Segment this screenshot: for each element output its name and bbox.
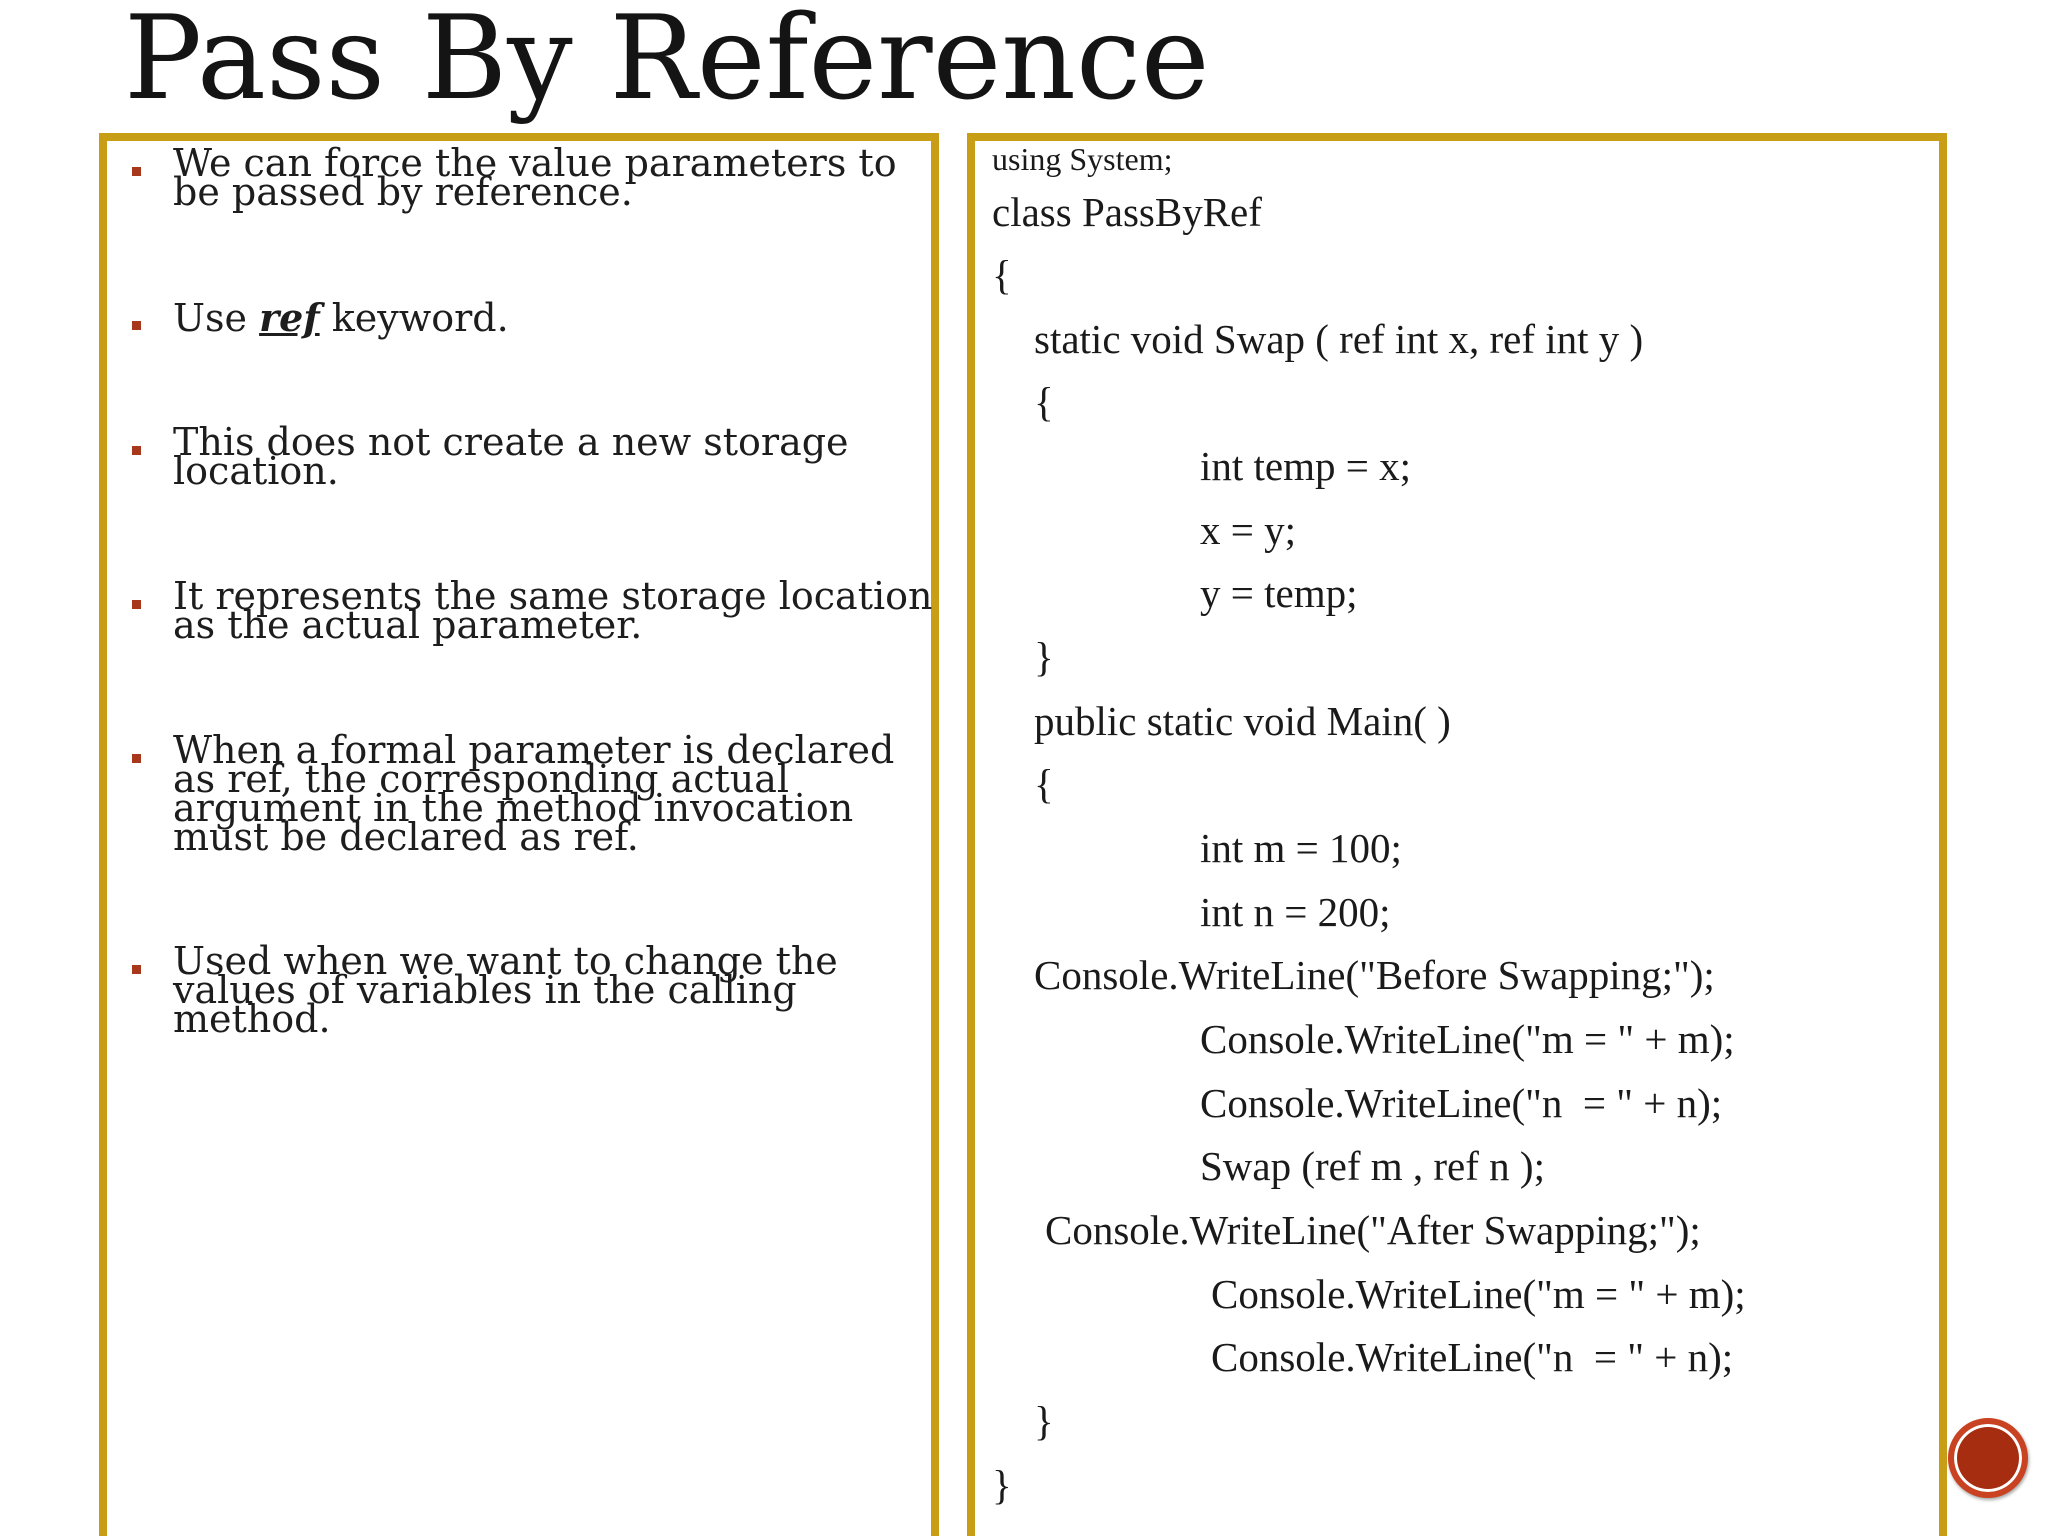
bullet-text-post: keyword.: [319, 296, 509, 340]
bullet-marker: [132, 754, 141, 763]
code-line: x = y;: [1200, 507, 1297, 553]
slide-title: Pass By Reference: [124, 0, 1210, 126]
code-line: }: [1034, 634, 1054, 680]
code-line: y = temp;: [1200, 570, 1358, 616]
code-line: Console.WriteLine("n = " + n);: [1200, 1080, 1723, 1126]
code-line: class PassByRef: [992, 189, 1262, 235]
code-line: Console.WriteLine("m = " + m);: [1211, 1271, 1746, 1317]
code-line: int temp = x;: [1200, 443, 1412, 489]
bullet-text: When a formal parameter is declared as ref, the corresponding actual argument in the method invocation must be declared as ref.: [173, 728, 895, 859]
bullet-marker: [132, 965, 141, 974]
code-line: Console.WriteLine("n = " + n);: [1211, 1334, 1734, 1380]
code-line: {: [1034, 379, 1054, 425]
code-line: {: [992, 252, 1012, 298]
code-line: }: [1034, 1398, 1054, 1444]
code-line: int n = 200;: [1200, 889, 1391, 935]
code-line: Console.WriteLine("After Swapping;");: [1045, 1207, 1701, 1253]
code-line: int m = 100;: [1200, 825, 1402, 871]
bullet-marker: [132, 167, 141, 176]
slide-nav-button[interactable]: [1948, 1418, 2028, 1498]
bullet-text: We can force the value parameters to be passed by reference.: [173, 141, 897, 214]
code-line: Console.WriteLine("Before Swapping;");: [1034, 952, 1715, 998]
code-line: static void Swap ( ref int x, ref int y ): [1034, 316, 1644, 362]
code-panel: [967, 133, 1947, 1536]
code-line: Swap (ref m , ref n );: [1200, 1143, 1545, 1189]
code-line: using System;: [992, 141, 1173, 177]
bullet-text: Used when we want to change the values of variables in the calling method.: [173, 939, 838, 1041]
bullet-text: This does not create a new storage location.: [173, 420, 849, 493]
bullet-text-pre: Use: [173, 296, 260, 340]
bullet-panel: [99, 133, 939, 1536]
bullet-text: It represents the same storage location as the actual parameter.: [173, 574, 933, 647]
bullet-text: [173, 295, 933, 340]
bullet-marker: [132, 600, 141, 609]
bullet-marker: [132, 446, 141, 455]
code-line: }: [992, 1462, 1012, 1508]
bullet-marker: [132, 321, 141, 330]
code-line: public static void Main( ): [1034, 698, 1451, 744]
ref-keyword: ref: [259, 295, 320, 340]
code-line: {: [1034, 761, 1054, 807]
code-line: Console.WriteLine("m = " + m);: [1200, 1016, 1735, 1062]
